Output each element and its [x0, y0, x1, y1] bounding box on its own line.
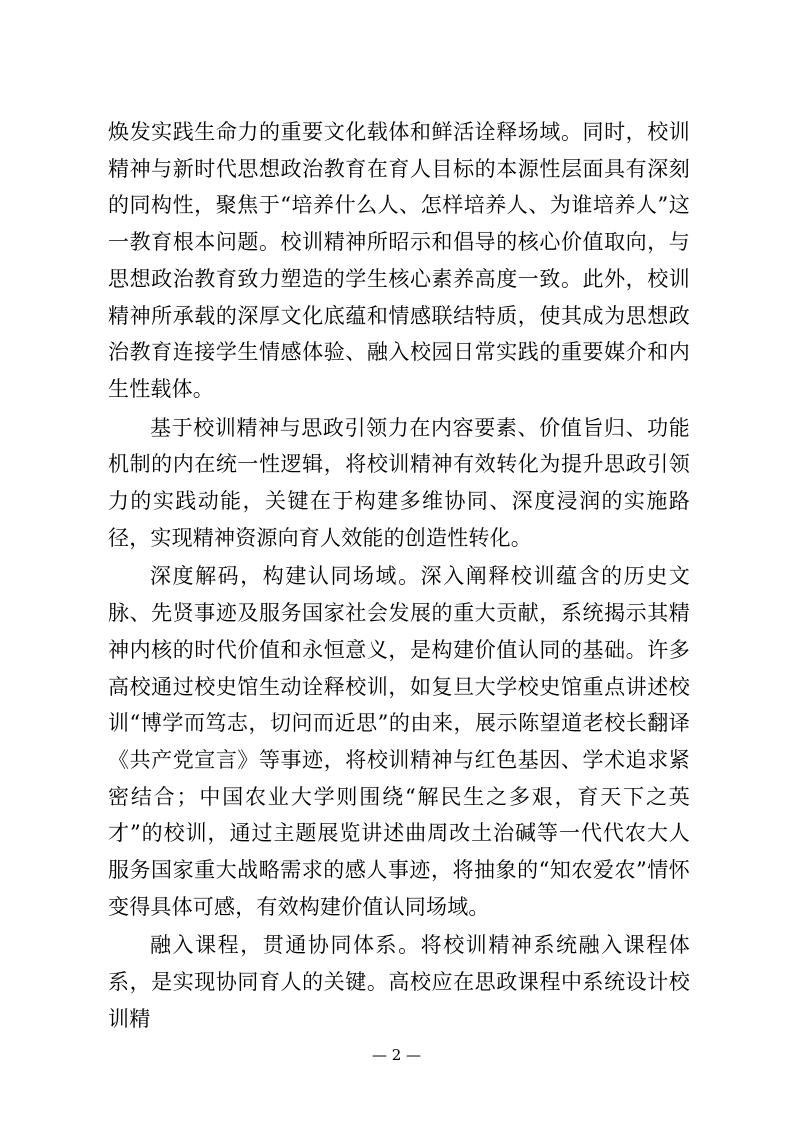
- paragraph-2: 基于校训精神与思政引领力在内容要素、价值旨归、功能机制的内在统一性逻辑，将校训精神有效转化为提升思政引领力的实践动能，关键在于构建多维协同、深度浸润的实施路径，实现精神资源向育人效能的创造性转化。: [108, 415, 690, 550]
- document-body: [108, 114, 690, 1040]
- page-number: — 2 —: [371, 1046, 422, 1064]
- paragraph-4: 融入课程，贯通协同体系。将校训精神系统融入课程体系，是实现协同育人的关键。高校应在思政课程中系统设计校训精: [108, 933, 690, 1031]
- paragraph-1: 焕发实践生命力的重要文化载体和鲜活诠释场域。同时，校训精神与新时代思想政治教育在育人目标的本源性层面具有深刻的同构性，聚焦于“培养什么人、怎样培养人、为谁培养人”这一教育根本问题。校训精神所昭示和倡导的核心价值取向，与思想政治教育致力塑造的学生核心素养高度一致。此外，校训精神所承载的深厚文化底蕴和情感联结特质，使其成为思想政治教育连接学生情感体验、融入校园日常实践的重要媒介和内生性载体。: [108, 120, 690, 401]
- paragraph-3: 深度解码，构建认同场域。深入阐释校训蕴含的历史文脉、先贤事迹及服务国家社会发展的重大贡献，系统揭示其精神内核的时代价值和永恒意义，是构建价值认同的基础。许多高校通过校史馆生动诠释校训，如复旦大学校史馆重点讲述校训“博学而笃志，切问而近思”的由来，展示陈望道老校长翻译《共产党宣言》等事迹，将校训精神与红色基因、学术追求紧密结合；中国农业大学则围绕“解民生之多艰，育天下之英才”的校训，通过主题展览讲述曲周改土治碱等一代代农大人服务国家重大战略需求的感人事迹，将抽象的“知农爱农”情怀变得具体可感，有效构建价值认同场域。: [108, 564, 690, 919]
